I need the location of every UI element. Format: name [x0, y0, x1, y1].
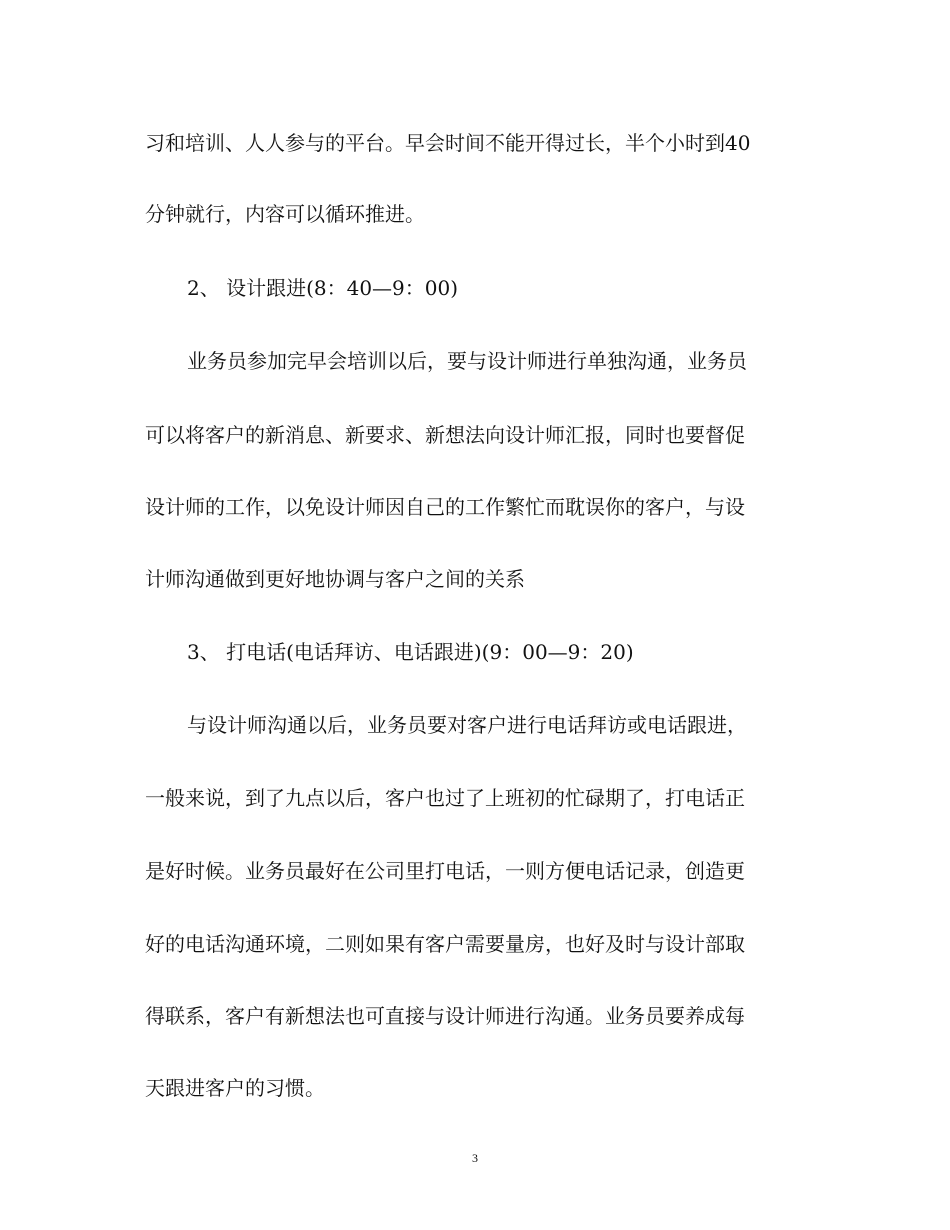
body-text-line: 计师沟通做到更好地协调与客户之间的关系 [145, 567, 525, 591]
body-text-line: 一般来说，到了九点以后，客户也过了上班初的忙碌期了，打电话正 [145, 786, 745, 810]
body-text-line: 是好时候。业务员最好在公司里打电话，一则方便电话记录，创造更 [145, 859, 745, 883]
body-text-line: 业务员参加完早会培训以后，要与设计师进行单独沟通，业务员 [187, 349, 747, 373]
section-heading-phone-call: 3、 打电话(电话拜访、电话跟进)(9：00—9：20) [187, 640, 634, 664]
body-text-line: 与设计师沟通以后，业务员要对客户进行电话拜访或电话跟进， [187, 713, 747, 737]
body-text-line: 好的电话沟通环境，二则如果有客户需要量房，也好及时与设计部取 [145, 932, 745, 956]
section-heading-design-followup: 2、 设计跟进(8：40—9：00) [187, 276, 459, 300]
body-text-line: 得联系，客户有新想法也可直接与设计师进行沟通。业务员要养成每 [145, 1004, 745, 1028]
body-text-line: 设计师的工作，以免设计师因自己的工作繁忙而耽误你的客户，与设 [145, 495, 745, 519]
page-number: 3 [472, 1151, 478, 1165]
body-text-line: 分钟就行，内容可以循环推进。 [145, 202, 425, 226]
body-text-line: 习和培训、人人参与的平台。早会时间不能开得过长，半个小时到40 [145, 131, 751, 155]
body-text-line: 天跟进客户的习惯。 [145, 1076, 325, 1100]
body-text-line: 可以将客户的新消息、新要求、新想法向设计师汇报，同时也要督促 [145, 423, 745, 447]
